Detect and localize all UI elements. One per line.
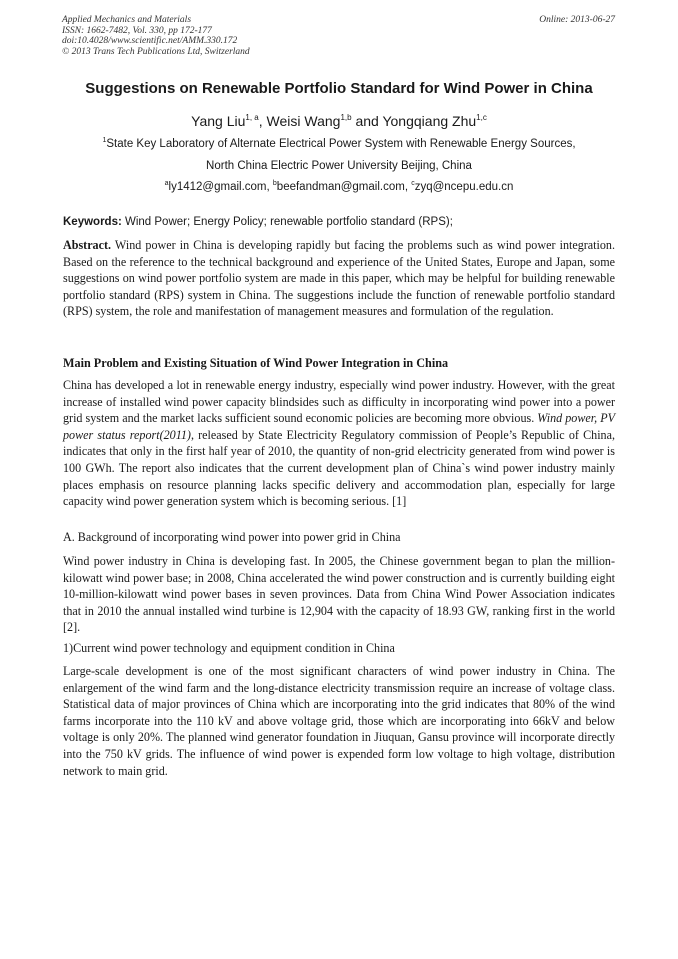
email: ly1412@gmail.com	[168, 181, 267, 193]
paragraph-2: Wind power industry in China is developing fast. In 2005, the Chinese government began to plan the million-kilowatt wind power base; in 2008, China accelerated the wind power construction and is currently building eight 10-million-kilowatt wind power bases in seven provinces. Data from China Wind Power Association indicates that in 2010 the annual installed wind turbine is 12,904 with the capacity of 18.93 GW, ranking first in the world [2].	[63, 554, 615, 635]
journal-copyright: © 2013 Trans Tech Publications Ltd, Switzerland	[62, 46, 250, 57]
online-date: Online: 2013-06-27	[539, 15, 615, 25]
paper-title: Suggestions on Renewable Portfolio Standard for Wind Power in China	[85, 80, 593, 97]
email: beefandman@gmail.com	[276, 181, 405, 193]
keywords	[63, 216, 623, 228]
author-name: Weisi Wang	[266, 113, 341, 129]
abstract-text: Wind power in China is developing rapidly but facing the problems such as wind power integration. Based on the reference to the technical background and experience of the United States, Europe and Japan, some suggestions on wind power portfolio system are made in this paper, which may be helpful for building renewable portfolio standard (RPS) system in China. The suggestions include the function of renewable portfolio standard (RPS) system, the role and manifestation of management measures and formulation of the regulation.	[63, 238, 615, 319]
author-line	[0, 113, 678, 129]
author-emails: $^a$ly1412@gmail.com, $^b$beefandman@gmail.com, $^c$zyq@ncepu.edu.cn	[164, 180, 514, 193]
author-superscript: 1, a	[245, 113, 259, 122]
author-superscript: 1,b	[340, 113, 352, 122]
affiliation-line-2: North China Electric Power University Beijing, China	[206, 160, 472, 172]
paragraph-1: China has developed a lot in renewable energy industry, especially wind power industry. However, with the great increase of installed wind power capacity blindsides such as difficulty in incorporating wind power into a power grid system and the market lacks sufficient sound economic policies are becoming more obvious. Wind power, PV power status report(2011), released by State Electricity Regulatory commission of People’s Republic of China, indicates that only in the first half year of 2010, the quantity of non-grid electricity generated from wind power is 100 GWh. The report also indicates that the current development plan of China`s wind power industry mainly places emphasis on resource planning lacks specific delivery and accommodation plan, especially for large capacity wind power generation system which is becoming serious. [1]	[63, 378, 615, 509]
author-separator: ,	[258, 113, 267, 129]
paragraph-3: Large-scale development is one of the most significant characters of wind power industry in China. The enlargement of the wind farm and the long-distance electricity transmission require an increase of voltage class. Statistical data of major provinces of China which are incorporating into the grid indicates that 80% of the wind farms incorporate into the 110 kV and above voltage grid, those which are incorporating into 66kV and below voltage is only 20%. The planned wind generator foundation in Jiuquan, Gansu province will incorporate directly into the 750 kV grids. The influence of wind power is expended form low voltage to high voltage, distribution network to main grid.	[63, 664, 615, 778]
abstract	[63, 237, 615, 320]
email: zyq@ncepu.edu.cn	[414, 181, 514, 193]
author-name: Yang Liu	[191, 113, 246, 129]
subsection-heading-1: 1)Current wind power technology and equipment condition in China	[63, 641, 395, 655]
affiliation-superscript: 1	[102, 137, 107, 144]
keywords-label: Keywords:	[63, 216, 122, 228]
author-superscript: 1,c	[476, 113, 487, 122]
keywords-text: Wind Power; Energy Policy; renewable portfolio standard (RPS);	[121, 216, 453, 228]
section-heading: Main Problem and Existing Situation of Wind Power Integration in China	[63, 356, 449, 370]
author-name: Yongqiang Zhu	[382, 113, 477, 129]
journal-header	[62, 15, 250, 57]
journal-name: Applied Mechanics and Materials	[62, 15, 192, 25]
report-title: Wind power, PV power status report(2011)	[63, 411, 615, 442]
affiliation-line-1: $^1$State Key Laboratory of Alternate Electrical Power System with Renewable Energy Sources,	[102, 137, 576, 150]
journal-doi: doi:10.4028/www.scientific.net/AMM.330.172	[62, 36, 238, 47]
subsection-heading-a: A. Background of incorporating wind power into power grid in China	[63, 530, 401, 544]
abstract-label: Abstract.	[63, 238, 112, 252]
journal-issn: ISSN: 1662-7482, Vol. 330, pp 172-177	[62, 25, 212, 36]
author-separator: and	[351, 113, 383, 129]
